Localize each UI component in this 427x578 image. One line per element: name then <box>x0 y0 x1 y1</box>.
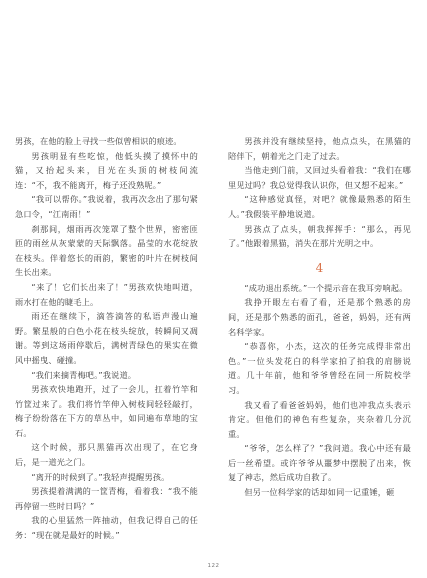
page-number: 122 <box>207 563 220 569</box>
paragraph: 这个时候，那只黑猫再次出现了，在它身后，是一道光之门。 <box>15 442 198 468</box>
paragraph: “我可以帮你。”我说着，我再次念出了那句紧急口令，“江南雨！” <box>15 194 198 219</box>
paragraph: 我的心里猛然一阵抽动，但我记得自己的任务：“现在就是最好的时候。” <box>15 515 198 541</box>
paragraph: “我们来摘青梅吧。”我说道。 <box>31 369 137 380</box>
chapter-number: 4 <box>315 260 324 275</box>
paragraph: 男孩提着满满的一筐青梅，看着我：“我不能再停留一些时日吗？” <box>15 486 198 511</box>
paragraph: 男孩明显有些吃惊，他低头摸了摸怀中的猫，又抬起头来，目光在头顶的树枝间流连：“不，我不能离开，梅子还没熟呢。” <box>15 150 198 190</box>
paragraph: 男孩，在他的脸上寻找一些似曾相识的痕迹。 <box>15 136 182 146</box>
right-column <box>228 134 411 500</box>
paragraph: 刹那间，烟雨再次笼罩了整个世界，密密匝匝的雨丝从灰蒙蒙的天际飘落。晶莹的水花绽放在枝头。伴着悠长的雨韵，繁密的叶片在树枝间生长出来。 <box>15 223 198 278</box>
paragraph: 男孩欢快地跑开，过了一会儿，扛着竹竿和竹筐过来了。我们将竹竿伸入树枝间轻轻敲打，梅子纷纷落在下方的草丛中，如同遍布草地的宝石。 <box>15 384 198 438</box>
paragraph: 我挣开眼左右看了看，还是那个熟悉的房间，还是那个熟悉的面孔，爸爸，妈妈，还有两名科学家。 <box>228 297 411 337</box>
paragraph: 男孩并没有继续坚持，他点点头，在黑猫的陪伴下，朝着光之门走了过去。 <box>228 136 411 161</box>
paragraph: “来了！它们长出来了！”男孩欢快地叫道，雨水打在他的睫毛上。 <box>15 281 198 307</box>
left-column <box>15 134 198 543</box>
paragraph: “恭喜你，小杰，这次的任务完成得非常出色。”一位头发花白的科学家拍了拍我的肩膀说道。几十年前，他和爷爷曾经在同一所院校学习。 <box>228 341 411 395</box>
paragraph: 但另一位科学家的话却如同一记重锤，砸 <box>244 487 395 498</box>
paragraph: “离开的时候到了。”我轻声提醒男孩。 <box>31 471 170 482</box>
paragraph: “这种感觉真怪，对吧？就像最熟悉的陌生人。”我假装平静地说道。 <box>228 194 411 219</box>
paragraph: “成功退出系统。”一个提示音在我耳旁响起。 <box>244 282 408 293</box>
paragraph: 雨还在继续下，滴答滴答的私语声漫山遍野。繁星般的白色小花在枝头绽放，转瞬间又凋谢。等到这场雨停歇后，满树青绿色的果实在微风中摇曳、碰撞。 <box>15 311 198 365</box>
paragraph: 男孩点了点头，朝我挥挥手：“那么，再见了。”他跟着黑猫，消失在那片光明之中。 <box>228 223 411 249</box>
paragraph: 当他走到门前，又回过头看着我：“我们在哪里见过吗？我总觉得我认识你，但又想不起来。” <box>228 165 411 190</box>
paragraph: 我又看了看爸爸妈妈，他们也冲我点头表示肯定。但他们的神色有些复杂，夹杂着几分沉重。 <box>228 399 411 439</box>
paragraph: “爷爷，怎么样了？”我问道。我心中还有最后一丝希望。或许爷爷从噩梦中摆脱了出来，恢复了神志，然后成功自救了。 <box>228 443 411 483</box>
